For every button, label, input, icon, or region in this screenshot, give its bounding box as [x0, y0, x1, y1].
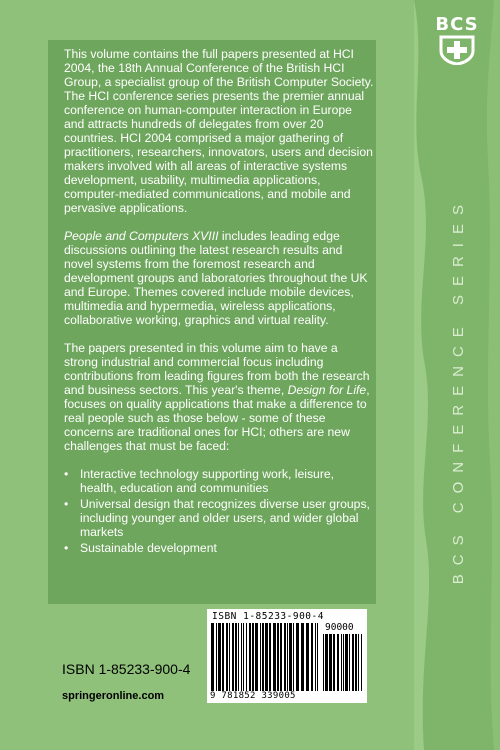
conference-theme: Design for Life [287, 383, 367, 397]
blurb-paragraph-1: This volume contains the full papers presented at HCI 2004, the 18th Annual Conference of the British HCI Group, a specialist group of the British Computer Society. The HCI conference series presents the premier annual conference on human-computer interaction in Europe and attracts hundreds of delegates from over 20 countries. HCI 2004 comprised a major gathering of practitioners, researchers, innovators, users and decision makers involved with all areas of interactive systems development, usability, multimedia applications, computer-mediated communications, and mobile and pervasive applications. [64, 47, 374, 215]
list-item [64, 467, 374, 495]
series-title-text: BCS CONFERENCE SERIES [449, 195, 467, 585]
list-item-text: Interactive technology supporting work, leisure, health, education and communities [80, 467, 335, 495]
blurb-paragraph-3-start: The papers presented in this volume aim to have a strong industrial and commercial focus including contributions from leading figures from both the research and business sectors. This year's theme, [64, 341, 370, 397]
list-item-text: Sustainable development [80, 541, 217, 555]
barcode-icon [211, 623, 319, 691]
blurb-paragraph-2 [64, 229, 374, 327]
series-title [446, 60, 470, 720]
list-item [64, 497, 374, 539]
barcode-box [207, 609, 367, 703]
series-sidebar [414, 0, 500, 750]
list-item [64, 541, 374, 555]
barcode-isbn: ISBN 1-85233-900-4 [212, 611, 324, 622]
blurb-paragraph-2-text: includes leading edge discussions outlining the latest research results and novel systems from the foremost research and development groups and laboratories throughout the UK and Europe. Themes covered include mobile devices, multimedia and hypermedia, wireless applications, collaborative working, graphics and virtual reality. [64, 229, 368, 327]
blurb-paragraph-3-rest: , focuses on quality applications that make a difference to real people such as those below - some of these concerns are traditional ones for HCI; others are new challenges that must be faced: [64, 383, 370, 453]
bcs-logo-text: BCS [435, 14, 479, 35]
list-item-text: Universal design that recognizes diverse user groups, including younger and older users, and wider global markets [80, 497, 370, 539]
bullet-icon: • [64, 541, 69, 555]
book-title: People and Computers XVIII [64, 229, 219, 243]
bullet-icon: • [64, 497, 69, 511]
blurb-text [64, 47, 374, 557]
bullet-icon: • [64, 467, 69, 481]
bullet-list [64, 467, 374, 555]
blurb-paragraph-3 [64, 341, 374, 453]
barcode-digits: 9 781852 339005 [210, 691, 296, 701]
isbn-label: ISBN 1-85233-900-4 [62, 661, 191, 677]
publisher-website: springeronline.com [62, 690, 165, 702]
barcode-supplement-icon [323, 634, 363, 691]
barcode-supplement-number: 90000 [325, 622, 354, 633]
